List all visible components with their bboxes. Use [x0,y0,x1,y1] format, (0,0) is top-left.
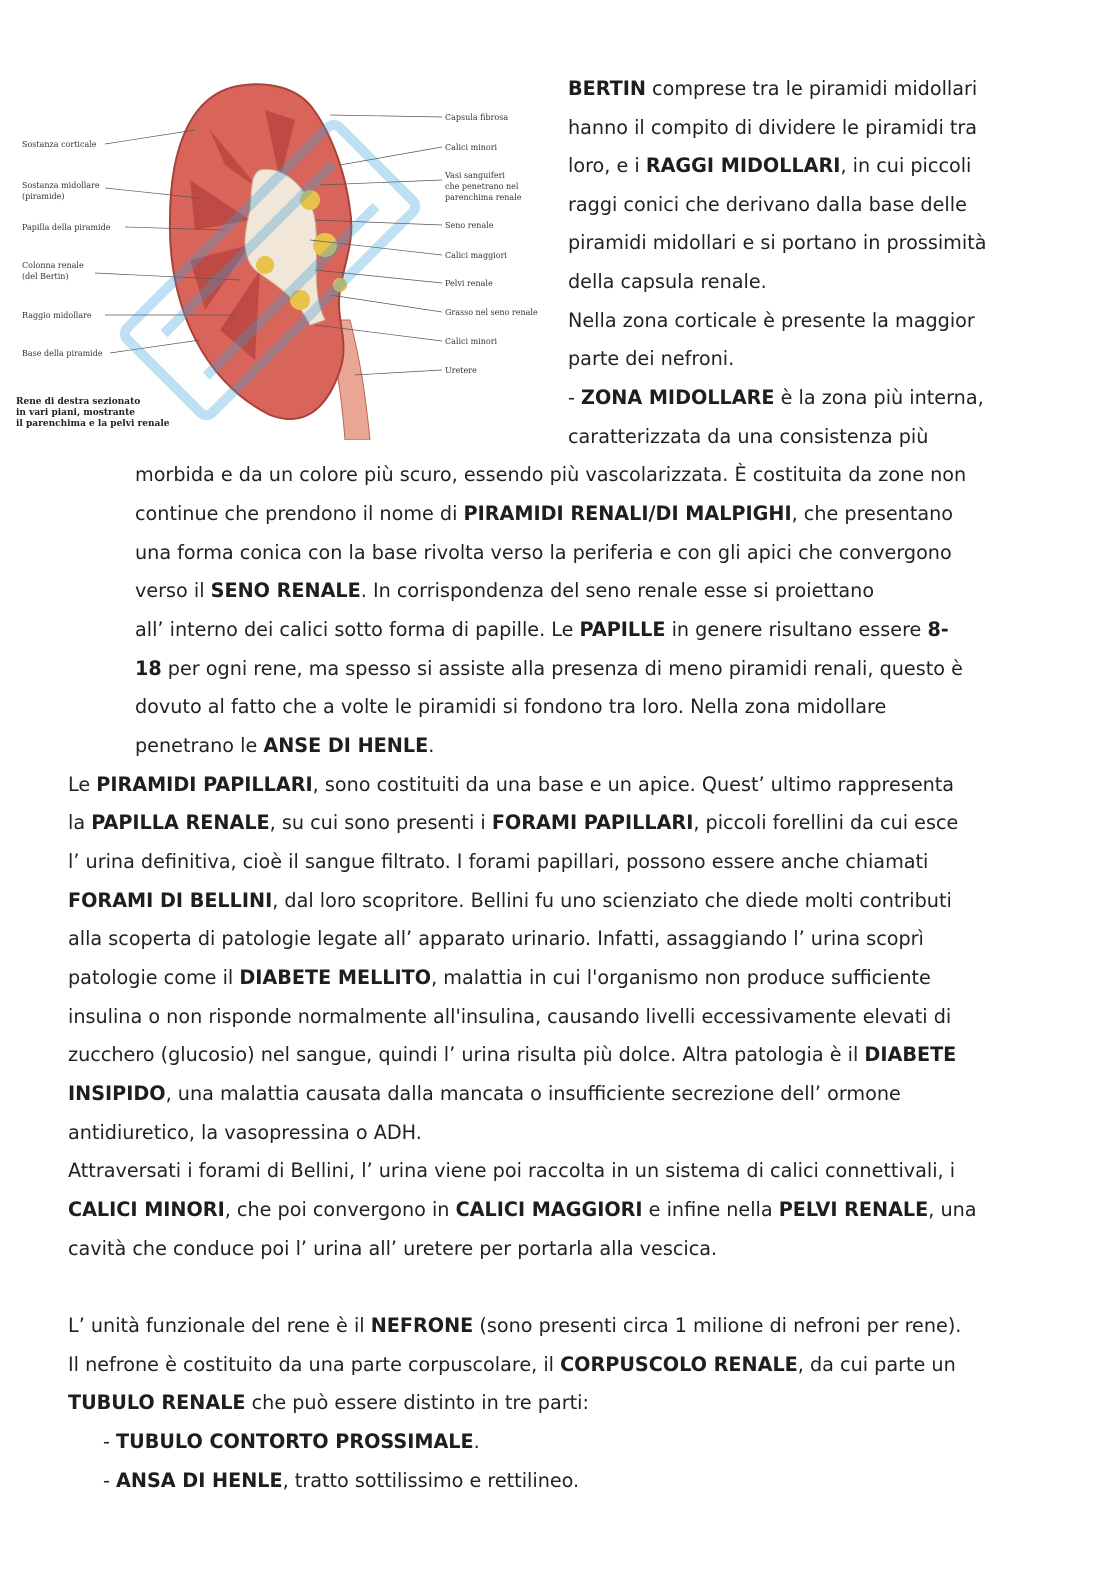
text-run: , in cui piccoli [840,154,972,177]
text-line [135,572,874,611]
text-line [68,998,951,1037]
text-run: Le [68,773,97,796]
text-line [68,843,928,882]
label-parenchima-renale: parenchima renale [445,193,522,202]
text-line [135,611,949,650]
label-colonna-renale: Colonna renale [22,261,84,270]
text-run: è la zona più interna, [774,386,984,409]
sinus-fat [333,278,347,292]
text-line [568,418,928,457]
bold-term: 8- [927,618,949,641]
label-seno-renale: Seno renale [445,221,494,230]
text-line [68,766,954,805]
text-run: Attraversati i forami di Bellini, l’ urina viene poi raccolta in un sistema di calici connettivali, i [68,1159,956,1182]
text-line [68,1152,955,1191]
bold-term: DIABETE MELLITO [239,966,432,989]
text-run: L’ unità funzionale del rene è il [68,1314,371,1337]
text-run: , che poi convergono in [224,1198,456,1221]
text-line [135,727,434,766]
text-run: comprese tra le piramidi midollari [645,77,978,100]
label-calici-maggiori: Calici maggiori [445,251,507,260]
text-line [568,379,984,418]
bold-term: 18 [135,657,162,680]
bold-term: TUBULO RENALE [68,1391,246,1414]
sinus-fat [256,256,274,274]
bold-term: CALICI MAGGIORI [455,1198,643,1221]
text-line [68,1307,961,1346]
text-run: e infine nella [642,1198,779,1221]
text-run: della capsula renale. [568,270,767,293]
text-line [68,1384,589,1423]
text-line [568,186,967,225]
text-line [103,1423,480,1462]
text-run: - [103,1430,117,1453]
label-capsula-fibrosa: Capsula fibrosa [445,113,509,122]
label-uretere: Uretere [445,366,477,375]
text-line [68,1346,956,1385]
text-line [568,70,977,109]
text-line [68,1036,956,1075]
text-line [568,147,971,186]
sinus-fat [290,290,310,310]
label-piramide: (piramide) [22,192,65,201]
text-line [568,224,987,263]
bold-term: TUBULO CONTORTO PROSSIMALE [116,1430,474,1453]
text-run: patologie come il [68,966,240,989]
text-run: , malattia in cui l'organismo non produce sufficiente [431,966,931,989]
label-vasi-sanguiferi: Vasi sanguiferi [445,171,505,180]
text-line [568,340,734,379]
text-line [68,1075,901,1114]
label-del-bertin: (del Bertin) [22,272,69,281]
text-run: (sono presenti circa 1 milione di nefroni per rene). [473,1314,962,1337]
text-run: , una malattia causata dalla mancata o insufficiente secrezione dell’ ormone [165,1082,901,1105]
text-run: zucchero (glucosio) nel sangue, quindi l’ urina risulta più dolce. Altra patologia è il [68,1043,865,1066]
text-run: l’ urina definitiva, cioè il sangue filtrato. I forami papillari, possono essere anche chiamati [68,850,929,873]
bold-term: SENO RENALE [210,579,361,602]
label-sostanza-corticale: Sostanza corticale [22,140,97,149]
label-base-piramide: Base della piramide [22,349,103,358]
bold-term: ANSA DI HENLE [116,1469,283,1492]
label-grasso-seno: Grasso nel seno renale [445,308,538,317]
text-line [568,263,767,302]
text-line [103,1462,579,1501]
text-line [135,456,966,495]
text-run: , piccoli forellini da cui esce [693,811,959,834]
text-run: , su cui sono presenti i [269,811,492,834]
text-run: , sono costituiti da una base e un apice. Quest’ ultimo rappresenta [312,773,955,796]
bold-term: PAPILLA RENALE [91,811,270,834]
label-sostanza-midollare: Sostanza midollare [22,181,100,190]
text-line [568,302,975,341]
kidney-illustration [10,70,555,440]
text-run: una forma conica con la base rivolta verso la periferia e con gli apici che convergono [135,541,952,564]
figure-caption-line-3: il parenchima e la pelvi renale [16,419,170,429]
text-run: verso il [135,579,211,602]
text-run: Il nefrone è costituito da una parte corpuscolare, il [68,1353,561,1376]
text-line [135,688,886,727]
bold-term: PIRAMIDI RENALI/DI MALPIGHI [463,502,792,525]
text-run: alla scoperta di patologie legate all’ apparato urinario. Infatti, assaggiando l’ urina scoprì [68,927,924,950]
sinus-fat [300,190,320,210]
bold-term: DIABETE [864,1043,957,1066]
text-line [68,1230,717,1269]
text-line [68,920,924,959]
label-calici-minori: Calici minori [445,143,498,152]
text-run: antidiuretico, la vasopressina o ADH. [68,1121,422,1144]
label-papilla: Papilla della piramide [22,223,111,232]
bold-term: RAGGI MIDOLLARI [645,154,841,177]
text-run: parte dei nefroni. [568,347,735,370]
text-line [568,109,977,148]
bold-term: PIRAMIDI PAPILLARI [96,773,313,796]
text-run: dovuto al fatto che a volte le piramidi si fondono tra loro. Nella zona midollare [135,695,887,718]
bold-term: ZONA MIDOLLARE [581,386,775,409]
text-run: Nella zona corticale è presente la maggior [568,309,975,332]
text-line [68,1191,977,1230]
text-run: , che presentano [791,502,954,525]
text-run: , da cui parte un [797,1353,956,1376]
text-line [135,495,953,534]
label-calici-minori-2: Calici minori [445,337,498,346]
text-line [135,650,963,689]
text-run: la [68,811,92,834]
figure-caption-line-1: Rene di destra sezionato [16,397,141,407]
bold-term: CALICI MINORI [68,1198,225,1221]
label-pelvi-renale: Pelvi renale [445,279,493,288]
text-run: loro, e i [568,154,646,177]
text-run: all’ interno dei calici sotto forma di papille. Le [135,618,580,641]
text-run: che può essere distinto in tre parti: [245,1391,589,1414]
text-run: piramidi midollari e si portano in prossimità [568,231,987,254]
figure-caption-line-2: in vari piani, mostrante [16,408,135,418]
text-run: . In corrispondenza del seno renale esse si proiettano [360,579,875,602]
text-run: continue che prendono il nome di [135,502,464,525]
text-run: hanno il compito di dividere le piramidi tra [568,116,978,139]
bold-term: PELVI RENALE [778,1198,929,1221]
text-run: - [103,1469,117,1492]
bold-term: ANSE DI HENLE [263,734,429,757]
text-line [68,804,958,843]
text-line [68,1114,422,1153]
kidney-figure [10,70,555,440]
text-run: . [473,1430,480,1453]
text-run: . [428,734,435,757]
text-run: in genere risultano essere [665,618,928,641]
text-run: , una [928,1198,977,1221]
text-run: insulina o non risponde normalmente all'insulina, causando livelli eccessivamente elevati di [68,1005,952,1028]
text-run: per ogni rene, ma spesso si assiste alla presenza di meno piramidi renali, questo è [161,657,963,680]
sinus-fat [313,233,337,257]
text-run: raggi conici che derivano dalla base delle [568,193,967,216]
text-run: cavità che conduce poi l’ urina all’ uretere per portarla alla vescica. [68,1237,718,1260]
text-run: morbida e da un colore più scuro, essendo più vascolarizzata. È costituita da zone non [135,463,967,486]
bold-term: FORAMI PAPILLARI [491,811,694,834]
text-line [135,534,952,573]
bold-term: INSIPIDO [68,1082,166,1105]
bold-term: BERTIN [568,77,646,100]
text-line [68,882,952,921]
bold-term: NEFRONE [370,1314,474,1337]
text-line [68,959,931,998]
text-run: , tratto sottilissimo e rettilineo. [282,1469,580,1492]
text-run: , dal loro scopritore. Bellini fu uno scienziato che diede molti contributi [272,889,952,912]
text-run: penetrano le [135,734,264,757]
bold-term: PAPILLE [579,618,666,641]
text-run: caratterizzata da una consistenza più [568,425,929,448]
label-che-penetrano: che penetrano nel [445,182,519,191]
text-run: - [568,386,582,409]
bold-term: FORAMI DI BELLINI [68,889,273,912]
label-raggio-midollare: Raggio midollare [22,311,92,320]
bold-term: CORPUSCOLO RENALE [560,1353,798,1376]
